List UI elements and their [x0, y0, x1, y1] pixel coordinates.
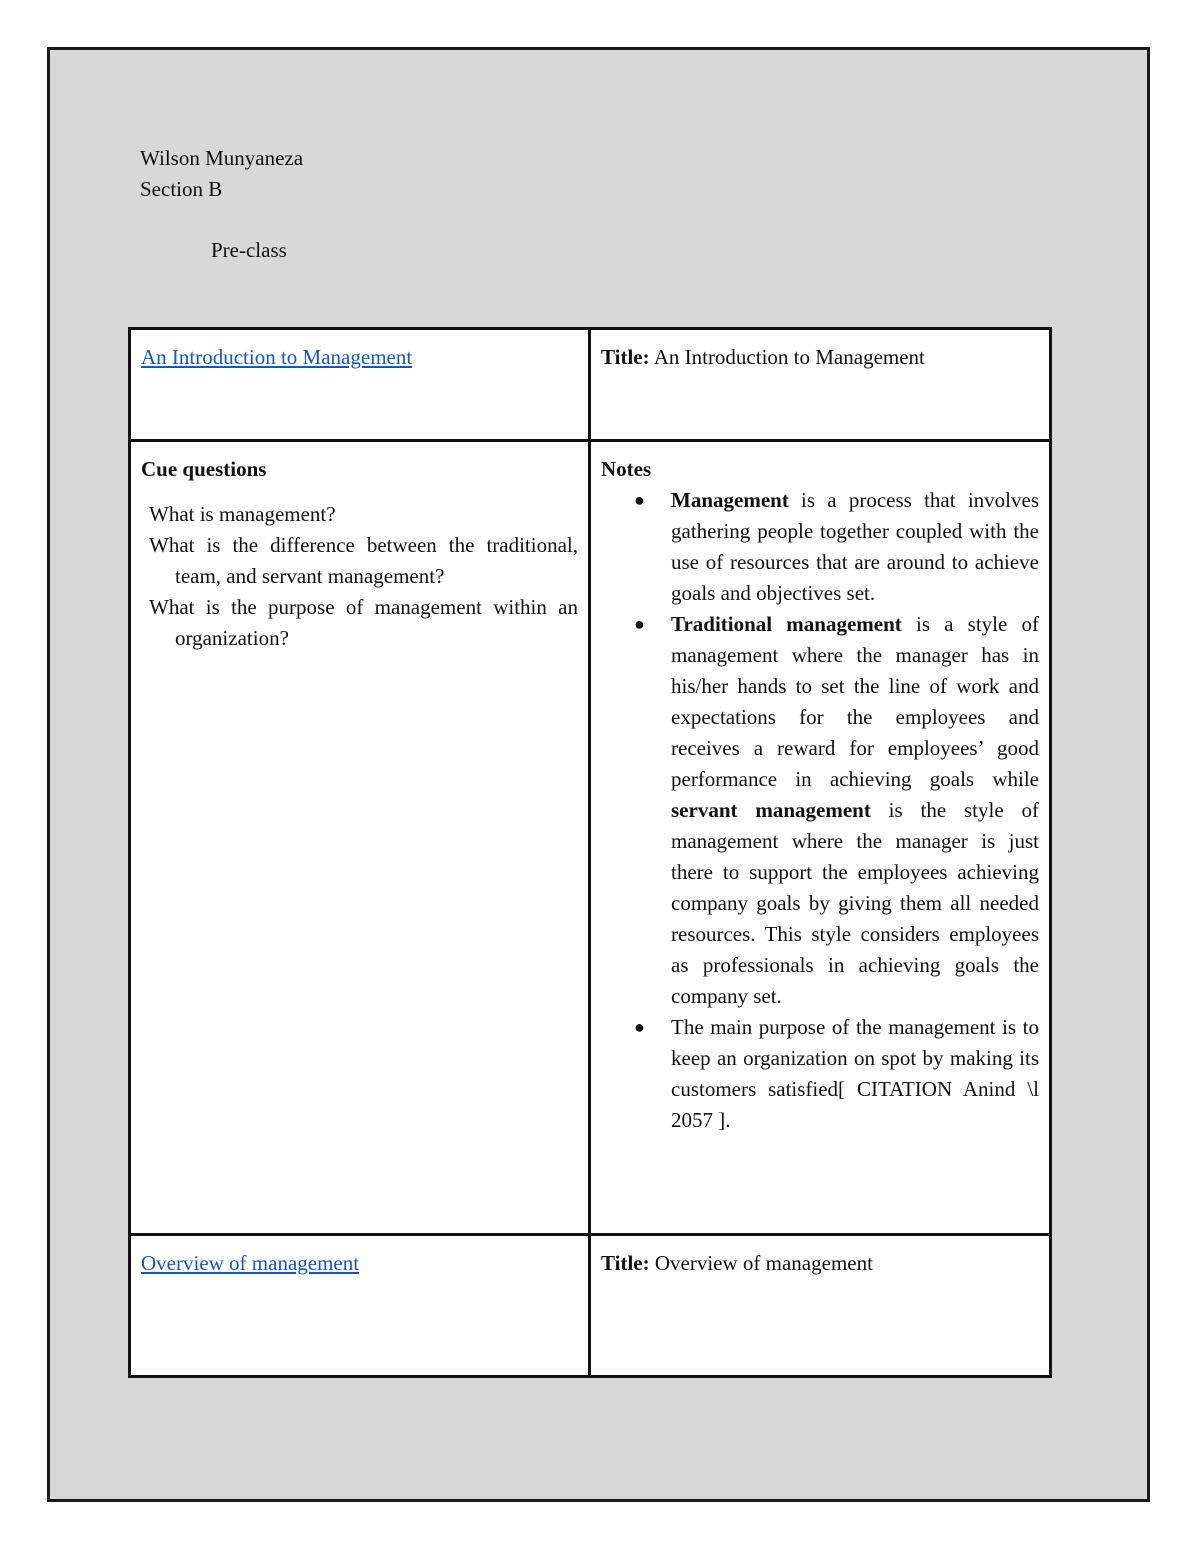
bullet-icon: ●: [634, 490, 645, 510]
topic-link-cell: [130, 1235, 590, 1377]
list-item: [634, 485, 1039, 609]
list-item: What is the difference between the traditional, team, and servant management?: [149, 533, 578, 588]
intro-management-link[interactable]: An Introduction to Management: [141, 345, 413, 369]
term-management: Management: [671, 488, 789, 512]
section-label: Section B: [140, 177, 223, 201]
note-text: is a style of management where the manager has in his/her hands to set the line of work and expectations for the employees and receives a reward for employees’ good performance in achieving goals while: [671, 612, 1040, 791]
title-value: Overview of management: [649, 1251, 873, 1275]
overview-management-link[interactable]: Overview of management: [141, 1251, 360, 1275]
title-label: Title:: [601, 1251, 650, 1275]
list-item: [634, 1012, 1039, 1136]
table-row: [130, 1235, 1051, 1377]
title-value: An Introduction to Management: [649, 345, 925, 369]
list-item: What is management?: [149, 502, 336, 526]
term-servant-management: servant management: [671, 798, 871, 822]
notes-cell: [590, 441, 1051, 1235]
topic-link-cell: [130, 329, 590, 441]
bullet-icon: ●: [634, 614, 645, 634]
student-name: Wilson Munyaneza: [140, 146, 304, 170]
preclass-label: Pre-class: [211, 238, 287, 262]
bullet-icon: ●: [634, 1017, 645, 1037]
cue-questions-heading: Cue questions: [141, 457, 267, 481]
title-cell: [590, 1235, 1051, 1377]
note-text: is the style of management where the manager is just there to support the employees achieving company goals by giving them all needed resources. This style considers employees as professionals in achieving goals the company set.: [671, 798, 1039, 1008]
notes-heading: Notes: [601, 457, 652, 481]
cue-questions-list: [141, 499, 578, 654]
cornell-notes-table: [128, 327, 1052, 1378]
note-text: The main purpose of the management is to keep an organization on spot by making its customers satisfied[ CITATION Anind \l 2057 ].: [671, 1015, 1039, 1132]
title-cell: [590, 329, 1051, 441]
title-label: Title:: [601, 345, 650, 369]
table-row: [130, 441, 1051, 1235]
cue-questions-cell: [130, 441, 590, 1235]
header-block: [140, 143, 303, 205]
list-item: [634, 609, 1040, 1012]
note-text: is a process that involves gathering people together coupled with the use of resources that are around to achieve goals and objectives set.: [671, 488, 1039, 605]
term-traditional-management: Traditional management: [671, 612, 902, 636]
table-row: [130, 329, 1051, 441]
notes-list: [601, 485, 1039, 1136]
list-item: What is the purpose of management within an organization?: [149, 595, 578, 650]
